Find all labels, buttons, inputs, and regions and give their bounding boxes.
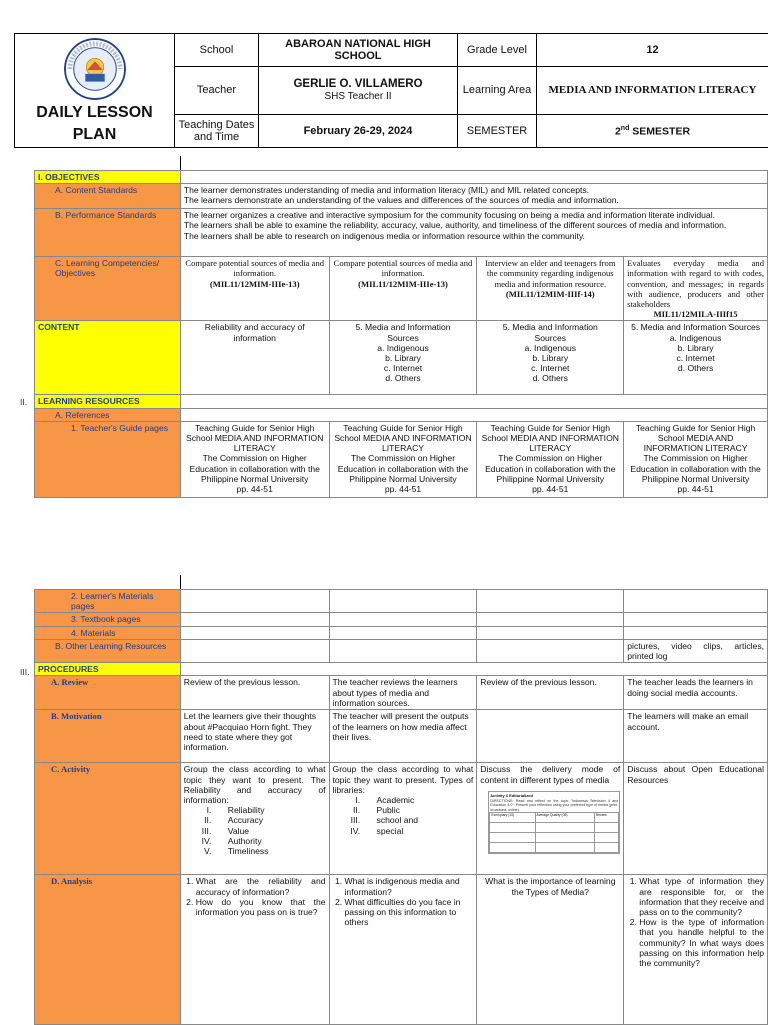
teachers-guide-cell [477,421,624,497]
rubric-cell [535,823,594,833]
tg-pages: pp. 44-51 [333,484,474,494]
competency-text: Interview an elder and teenagers from the community regarding indigenous media and information resource. [485,258,616,288]
document-title [18,102,171,146]
activity-list-item: III. school and [363,815,474,825]
content-standards-label: A. Content Standards [35,184,181,209]
content-standards-2: The learners demonstrate an understanding of the values and differences of the sources of media and information. [184,195,764,205]
grade-value: 12 [537,34,768,67]
resources-blank [180,395,767,408]
content-title-2: Sources [480,333,620,343]
materials-label: 4. Materials [35,626,181,639]
teacher-label: Teacher [175,67,259,114]
content-item: b. Library [480,353,620,363]
analysis-cell [624,875,768,1025]
content-item: d. Others [480,373,620,383]
activity-intro: Group the class according to what topic they want to present. The Reliability and accuracy of information: [184,764,326,805]
performance-standards-value [180,209,767,257]
teachers-guide-label: 1. Teacher's Guide pages [35,421,181,497]
review-label: A. Review [35,676,181,710]
dates-label [175,114,259,147]
procedures-blank [180,663,767,676]
content-title: 5. Media and Information Sources [627,322,764,332]
performance-standards-3: The learners shall be able to research on indigenous media or information resource within the community. [184,231,764,241]
learning-area-label: Learning Area [458,67,537,114]
objectives-blank [180,171,767,184]
procedures-table [34,589,768,1025]
activity-list-item: I. Reliability [214,805,326,815]
procedures-heading: PROCEDURES [35,663,181,676]
learners-materials-label: 2. Learner's Materials pages [35,590,181,613]
tg-pages: pp. 44-51 [184,484,326,494]
worksheet-title: Activity 6 Editorialized [489,792,619,799]
content-cell [624,321,768,395]
roman-numeral-ii: II. [20,397,27,407]
motivation-label: B. Motivation [35,710,181,763]
analysis-question: 1. What is indigenous media and information? [345,876,474,896]
analysis-question: 1. What are the reliability and accuracy of information? [196,876,326,896]
activity-cell [180,763,329,875]
deped-seal-icon [64,38,126,100]
empty-cell [329,626,477,639]
divider-line [180,156,181,170]
competency-code: MIL11/12MILA-IIIf15 [627,309,764,319]
analysis-list [333,876,474,927]
tg-publisher: The Commission on Higher Education in collaboration with the Philippine Normal University [333,453,474,484]
analysis-cell [329,875,477,1025]
performance-standards-1: The learner organizes a creative and interactive symposium for the community focusing on being a media and information literate individual. [184,210,764,220]
review-cell: Review of the previous lesson. [180,676,329,710]
analysis-list [627,876,764,968]
tg-publisher: The Commission on Higher Education in collaboration with the Philippine Normal University [480,453,620,484]
content-standards-value [180,184,767,209]
activity-list-item: II. Public [363,805,474,815]
empty-cell [624,590,768,613]
rubric-cell [594,823,619,833]
activity-cell [329,763,477,875]
roman-numeral-iii: III. [20,667,29,677]
rubric-cell [594,843,619,853]
tg-publisher: The Commission on Higher Education in collaboration with the Philippine Normal University [627,453,764,484]
competency-text: Compare potential sources of media and information. [333,258,474,278]
review-cell: Review of the previous lesson. [477,676,624,710]
empty-cell [180,639,329,662]
content-item: a. Indigenous [627,333,764,343]
content-item: c. Internet [480,363,620,373]
content-item: a. Indigenous [480,343,620,353]
title-line-2: PLAN [73,126,117,143]
rubric-cell [594,833,619,843]
activity-list-item: II. Accuracy [214,815,326,825]
analysis-question: 2. What difficulties do you face in passing on this information to others [345,897,474,928]
tg-title: Teaching Guide for Senior High School MEDIA AND INFORMATION LITERACY [333,423,474,454]
activity-cell [477,763,624,875]
analysis-label: D. Analysis [35,875,181,1025]
teachers-guide-cell [180,421,329,497]
school-label: School [175,34,259,67]
content-title: 5. Media and Information [333,322,474,332]
grade-label: Grade Level [458,34,537,67]
activity-intro: Group the class according to what topic they want to present. Types of libraries: [333,764,474,795]
activity-list [184,805,326,856]
analysis-question: 2. How is the type of information that you handle helpful to the community? In what ways does passing on this information help the community? [639,917,764,968]
rubric-header: Review [594,813,619,823]
competency-cell [477,257,624,321]
empty-cell [477,639,624,662]
empty-cell [180,626,329,639]
empty-cell [329,590,477,613]
review-cell: The teacher reviews the learners about types of media and information sources. [329,676,477,710]
title-line-1: DAILY LESSON [36,104,152,121]
competency-text: Compare potential sources of media and information. [184,258,326,278]
activity-list-item: V. Timeliness [214,846,326,856]
rubric-header: Average Quality (08) [535,813,594,823]
worksheet-directions: DIRECTIONS: Read and reflect on the topic "Indonesia Television 4 and Education 4.0". Present your reflection using your preferred type of media (print, broadcast, online). [489,799,619,812]
rubric-cell [490,833,535,843]
empty-cell [624,613,768,626]
school-name-1: ABAROAN NATIONAL HIGH [285,38,431,50]
competency-text: Evaluates everyday media and information with regard to with codes, convention, and messages; in regards with audience, producers and other stakeholders [627,258,764,309]
empty-cell [180,590,329,613]
worksheet-rubric [489,812,619,853]
content-item: b. Library [333,353,474,363]
analysis-question: 2. How do you know that the information you pass on is true? [196,897,326,917]
learning-resources-heading: LEARNING RESOURCES [35,395,181,408]
textbook-label: 3. Textbook pages [35,613,181,626]
activity-list-item: IV. Authority [214,836,326,846]
competency-code: (MIL11/12MIM-IIIe-13) [333,279,474,289]
content-item: a. Indigenous [333,343,474,353]
dates-value: February 26-29, 2024 [259,114,458,147]
rubric-cell [535,843,594,853]
activity-list-item: III. Value [214,826,326,836]
deped-logo-cell [15,34,175,148]
teachers-guide-cell [329,421,477,497]
analysis-question: 1. What type of information they are responsible for, or the information that they receive and pass on to the community? [639,876,764,917]
activity-list-item: I. Academic [363,795,474,805]
activity-label: C. Activity [35,763,181,875]
content-standards-1: The learner demonstrates understanding of media and information literacy (MIL) and MIL related concepts. [184,185,764,195]
other-resources-value: pictures, video clips, articles, printed log [624,639,768,662]
rubric-header: Exemplary (10) [490,813,535,823]
content-item: c. Internet [627,353,764,363]
teacher-position: SHS Teacher II [324,91,391,102]
content-item: b. Library [627,343,764,353]
teacher-value [259,67,458,114]
semester-value [537,114,768,147]
teacher-name: GERLIE O. VILLAMERO [293,78,422,90]
semester-number: 2 [615,125,621,137]
motivation-cell: The learners will make an email account. [624,710,768,763]
tg-pages: pp. 44-51 [627,484,764,494]
content-cell [329,321,477,395]
empty-cell [477,590,624,613]
dates-label-1: Teaching Dates [179,119,255,131]
references-blank [180,408,767,421]
empty-cell [329,613,477,626]
other-resources-label: B. Other Learning Resources [35,639,181,662]
semester-word: SEMESTER [629,125,690,137]
content-item: c. Internet [333,363,474,373]
analysis-list [184,876,326,917]
competency-cell [624,257,768,321]
semester-label: SEMESTER [458,114,537,147]
references-label: A. References [35,408,181,421]
tg-pages: pp. 44-51 [480,484,620,494]
lesson-plan-header [14,33,768,148]
rubric-cell [490,823,535,833]
teachers-guide-cell [624,421,768,497]
content-item: d. Others [333,373,474,383]
tg-title: Teaching Guide for Senior High School MEDIA AND INFORMATION LITERACY [480,423,620,454]
performance-standards-2: The learners shall be able to examine the reliability, accuracy, value, authority, and timeliness of the different sources of media and information. [184,220,764,230]
activity-list-item: IV. special [363,826,474,836]
motivation-cell: Let the learners give their thoughts about #Pacquiao Horn fight. They need to state where they got information. [180,710,329,763]
rubric-cell [535,833,594,843]
empty-cell [477,626,624,639]
learning-area-value: MEDIA AND INFORMATION LITERACY [537,67,768,114]
competency-cell [180,257,329,321]
performance-standards-label: B. Performance Standards [35,209,181,257]
content-title: 5. Media and Information [480,322,620,332]
analysis-cell: What is the importance of learning the Types of Media? [477,875,624,1025]
competencies-label: C. Learning Competencies/ Objectives [35,257,181,321]
review-cell: The teacher leads the learners in doing social media accounts. [624,676,768,710]
objectives-heading: I. OBJECTIVES [35,171,181,184]
analysis-cell [180,875,329,1025]
activity-list [333,795,474,836]
rubric-cell [490,843,535,853]
content-cell: Reliability and accuracy of information [180,321,329,395]
school-name-2: SCHOOL [334,50,381,62]
content-item: d. Others [627,363,764,373]
content-cell [477,321,624,395]
objectives-table [34,170,768,498]
content-heading: CONTENT [35,321,181,395]
activity-text: Discuss the delivery mode of content in different types of media [480,764,620,784]
tg-title: Teaching Guide for Senior High School MEDIA AND INFORMATION LITERACY [184,423,326,454]
empty-cell [477,613,624,626]
empty-cell [180,613,329,626]
competency-cell [329,257,477,321]
school-value [259,34,458,67]
activity-cell: Discuss about Open Educational Resources [624,763,768,875]
competency-code: (MIL11/12MIM-IIIf-14) [506,289,595,299]
tg-title: Teaching Guide for Senior High School MEDIA AND INFORMATION LITERACY [627,423,764,454]
empty-cell [624,626,768,639]
motivation-cell: The teacher will present the outputs of the learners on how media affect their lives. [329,710,477,763]
content-title-2: Sources [333,333,474,343]
motivation-cell [477,710,624,763]
tg-publisher: The Commission on Higher Education in collaboration with the Philippine Normal University [184,453,326,484]
activity-worksheet-thumbnail [488,791,620,854]
divider-line [180,575,181,589]
dates-label-2: and Time [194,131,239,143]
semester-suffix: nd [621,125,630,132]
empty-cell [329,639,477,662]
competency-code: (MIL11/12MIM-IIIe-13) [184,279,326,289]
